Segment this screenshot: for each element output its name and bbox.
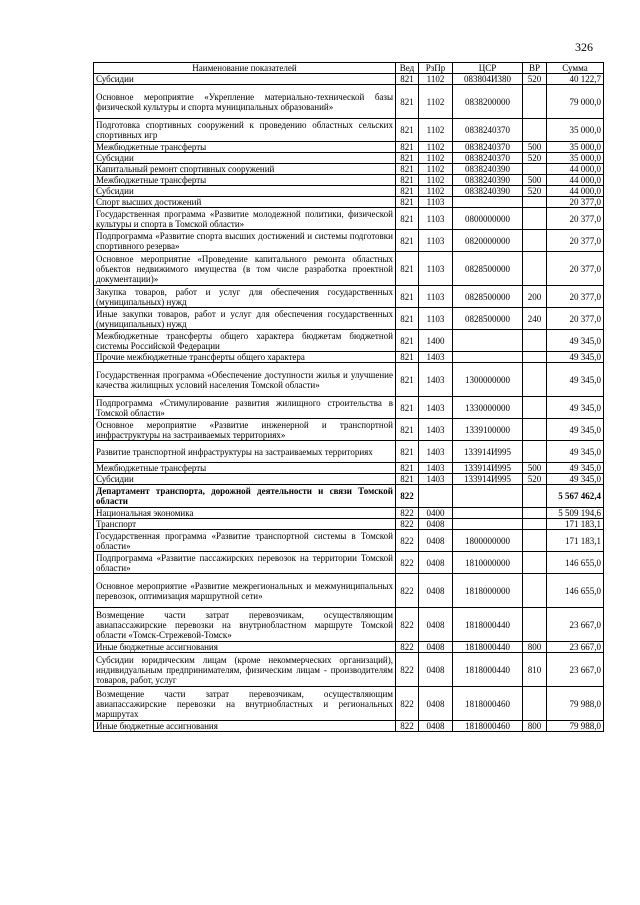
cell-sum: 40 122,7 [547,74,604,85]
cell-csr: 1810000000 [453,552,523,574]
cell-name: Подготовка спортивных сооружений к проведению областных сельских спортивных игр [94,119,396,142]
cell-vr [523,164,547,175]
cell-ved: 822 [396,687,419,721]
table-row [94,463,604,474]
table-row [94,653,604,687]
table-row [94,552,604,574]
cell-name: Субсидии [94,186,396,197]
cell-name: Департамент транспорта, дорожной деятельности и связи Томской области [94,485,396,508]
cell-ved: 822 [396,653,419,687]
table-row [94,474,604,485]
cell-csr [453,508,523,519]
cell-vr [523,519,547,530]
cell-vr [523,530,547,552]
cell-name: Государственная программа «Развитие транспортной системы в Томской области» [94,530,396,552]
table-row [94,74,604,85]
cell-name: Межбюджетные трансферты [94,175,396,186]
cell-name: Основное мероприятие «Развитие инженерной и транспортной инфраструктуры на застраиваемых территориях» [94,419,396,441]
cell-vr: 500 [523,175,547,186]
cell-name: Межбюджетные трансферты общего характера бюджетам бюджетной системы Российской Федерации [94,330,396,352]
table-row [94,164,604,175]
table-row [94,330,604,352]
cell-name: Основное мероприятие «Проведение капитального ремонта областных объектов недвижимого имущества (в том числе разработка проектной документации)» [94,252,396,286]
cell-ved: 821 [396,74,419,85]
cell-rzpr: 1400 [419,330,453,352]
cell-sum: 49 345,0 [547,363,604,397]
cell-csr: 0828500000 [453,286,523,308]
cell-vr [523,419,547,441]
cell-name: Иные бюджетные ассигнования [94,642,396,653]
cell-sum: 49 345,0 [547,441,604,463]
cell-sum: 44 000,0 [547,186,604,197]
cell-ved: 821 [396,153,419,164]
cell-vr [523,508,547,519]
cell-vr [523,687,547,721]
cell-name: Межбюджетные трансферты [94,463,396,474]
cell-csr [453,197,523,208]
cell-ved: 822 [396,642,419,653]
cell-name: Подпрограмма «Развитие пассажирских перевозок на территории Томской области» [94,552,396,574]
cell-sum: 20 377,0 [547,286,604,308]
cell-ved: 822 [396,519,419,530]
table-row [94,485,604,508]
cell-csr: 083804И380 [453,74,523,85]
cell-csr: 1339100000 [453,419,523,441]
cell-ved: 821 [396,286,419,308]
cell-sum: 23 667,0 [547,608,604,642]
cell-ved: 821 [396,474,419,485]
cell-sum: 171 183,1 [547,530,604,552]
cell-csr: 1330000000 [453,397,523,419]
table-row [94,441,604,463]
cell-sum: 20 377,0 [547,308,604,330]
cell-vr: 500 [523,463,547,474]
cell-csr: 0838240370 [453,142,523,153]
cell-sum: 5 567 462,4 [547,485,604,508]
cell-sum: 35 000,0 [547,142,604,153]
cell-sum: 5 509 194,6 [547,508,604,519]
cell-name: Спорт высших достижений [94,197,396,208]
cell-name: Капитальный ремонт спортивных сооружений [94,164,396,175]
cell-csr [453,485,523,508]
cell-name: Возмещение части затрат перевозчикам, осуществляющим авиапассажирские перевозки на внутриобластных и региональных маршрутах [94,687,396,721]
cell-sum: 146 655,0 [547,574,604,608]
cell-ved: 821 [396,142,419,153]
cell-name: Субсидии юридическим лицам (кроме некоммерческих организаций), индивидуальным предпринимателям, физическим лицам - производителям товаров, работ, услуг [94,653,396,687]
table-row [94,397,604,419]
cell-sum: 35 000,0 [547,153,604,164]
cell-csr: 1818000440 [453,642,523,653]
table-row [94,208,604,230]
cell-ved: 821 [396,175,419,186]
table-row [94,721,604,732]
cell-csr: 1818000440 [453,653,523,687]
cell-sum: 49 345,0 [547,397,604,419]
cell-ved: 821 [396,119,419,142]
cell-ved: 822 [396,552,419,574]
cell-csr: 1300000000 [453,363,523,397]
table-row [94,153,604,164]
cell-vr: 500 [523,142,547,153]
table-row [94,687,604,721]
cell-vr [523,230,547,252]
cell-vr: 800 [523,721,547,732]
cell-rzpr: 1102 [419,119,453,142]
header-rzpr: РзПр [419,63,453,74]
cell-ved: 821 [396,363,419,397]
cell-rzpr: 0408 [419,687,453,721]
cell-name: Развитие транспортной инфраструктуры на застраиваемых территориях [94,441,396,463]
cell-rzpr: 1102 [419,153,453,164]
table-row [94,363,604,397]
cell-ved: 821 [396,441,419,463]
cell-csr: 133914И995 [453,441,523,463]
cell-rzpr: 0408 [419,552,453,574]
cell-vr: 520 [523,474,547,485]
header-csr: ЦСР [453,63,523,74]
table-row [94,119,604,142]
cell-csr: 1800000000 [453,530,523,552]
header-name: Наименование показателей [94,63,396,74]
cell-name: Государственная программа «Развитие молодежной политики, физической культуры и спорта в Томской области» [94,208,396,230]
cell-name: Субсидии [94,74,396,85]
cell-rzpr [419,485,453,508]
cell-vr: 520 [523,186,547,197]
cell-csr: 0820000000 [453,230,523,252]
cell-rzpr: 1403 [419,419,453,441]
cell-rzpr: 1103 [419,308,453,330]
cell-ved: 821 [396,419,419,441]
cell-vr: 200 [523,286,547,308]
cell-vr [523,119,547,142]
cell-ved: 822 [396,608,419,642]
cell-name: Межбюджетные трансферты [94,142,396,153]
cell-rzpr: 1103 [419,286,453,308]
cell-rzpr: 1103 [419,252,453,286]
cell-name: Государственная программа «Обеспечение доступности жилья и улучшение качества жилищных условий населения Томской области» [94,363,396,397]
cell-vr [523,574,547,608]
cell-ved: 821 [396,252,419,286]
cell-name: Основное мероприятие «Укрепление материально-технической базы физической культуры и спорта муниципальных образований» [94,85,396,119]
cell-ved: 821 [396,352,419,363]
cell-ved: 822 [396,508,419,519]
table-row [94,197,604,208]
cell-rzpr: 1102 [419,85,453,119]
budget-table [93,62,604,732]
cell-ved: 821 [396,330,419,352]
cell-name: Основное мероприятие «Развитие межрегиональных и межмуниципальных перевозок, оптимизация маршрутной сети» [94,574,396,608]
cell-rzpr: 1102 [419,142,453,153]
cell-rzpr: 0408 [419,653,453,687]
cell-name: Транспорт [94,519,396,530]
cell-vr [523,441,547,463]
cell-sum: 49 345,0 [547,474,604,485]
cell-rzpr: 1403 [419,352,453,363]
table-row [94,186,604,197]
cell-rzpr: 0408 [419,642,453,653]
cell-vr: 240 [523,308,547,330]
cell-vr: 520 [523,153,547,164]
cell-sum: 49 345,0 [547,463,604,474]
cell-rzpr: 1102 [419,175,453,186]
cell-ved: 822 [396,485,419,508]
cell-vr: 810 [523,653,547,687]
table-row [94,142,604,153]
cell-sum: 35 000,0 [547,119,604,142]
header-ved: Вед [396,63,419,74]
table-header-row [94,63,604,74]
cell-name: Закупка товаров, работ и услуг для обеспечения государственных (муниципальных) нужд [94,286,396,308]
cell-csr: 133914И995 [453,463,523,474]
cell-sum: 44 000,0 [547,164,604,175]
cell-csr: 0838240390 [453,175,523,186]
cell-vr [523,352,547,363]
cell-name: Иные закупки товаров, работ и услуг для обеспечения государственных (муниципальных) нужд [94,308,396,330]
cell-sum: 23 667,0 [547,653,604,687]
cell-rzpr: 1103 [419,230,453,252]
table-row [94,352,604,363]
cell-rzpr: 1103 [419,197,453,208]
cell-ved: 821 [396,230,419,252]
cell-csr: 0828500000 [453,252,523,286]
cell-rzpr: 0408 [419,530,453,552]
cell-sum: 20 377,0 [547,230,604,252]
table-row [94,85,604,119]
cell-name: Иные бюджетные ассигнования [94,721,396,732]
cell-csr: 1818000460 [453,721,523,732]
cell-sum: 79 000,0 [547,85,604,119]
cell-ved: 821 [396,463,419,474]
table-row [94,608,604,642]
cell-vr [523,397,547,419]
cell-csr: 0828500000 [453,308,523,330]
cell-name: Подпрограмма «Развитие спорта высших достижений и системы подготовки спортивного резерва» [94,230,396,252]
table-row [94,530,604,552]
cell-name: Национальная экономика [94,508,396,519]
table-row [94,308,604,330]
cell-csr: 133914И995 [453,474,523,485]
cell-vr [523,252,547,286]
table-row [94,419,604,441]
cell-csr [453,352,523,363]
cell-sum: 44 000,0 [547,175,604,186]
table-row [94,642,604,653]
cell-csr: 0838240390 [453,164,523,175]
cell-rzpr: 1102 [419,74,453,85]
cell-rzpr: 0408 [419,574,453,608]
cell-rzpr: 1403 [419,441,453,463]
cell-sum: 49 345,0 [547,330,604,352]
cell-vr [523,208,547,230]
cell-ved: 821 [396,308,419,330]
cell-name: Возмещение части затрат перевозчикам, осуществляющим авиапассажирские перевозки на внутриобластном маршруте Томской области «Томск-Стрежевой-Томск» [94,608,396,642]
cell-vr [523,85,547,119]
cell-vr [523,330,547,352]
cell-csr: 0838240390 [453,186,523,197]
cell-csr: 0838240370 [453,153,523,164]
cell-name: Субсидии [94,474,396,485]
table-row [94,230,604,252]
cell-ved: 822 [396,721,419,732]
cell-vr: 800 [523,642,547,653]
cell-csr [453,519,523,530]
cell-sum: 49 345,0 [547,352,604,363]
cell-vr [523,552,547,574]
cell-rzpr: 1403 [419,474,453,485]
cell-sum: 20 377,0 [547,252,604,286]
cell-sum: 49 345,0 [547,419,604,441]
cell-name: Подпрограмма «Стимулирование развития жилищного строительства в Томской области» [94,397,396,419]
cell-ved: 821 [396,164,419,175]
cell-sum: 79 988,0 [547,721,604,732]
cell-rzpr: 0408 [419,721,453,732]
cell-csr: 0838200000 [453,85,523,119]
cell-csr: 0838240370 [453,119,523,142]
cell-rzpr: 0408 [419,608,453,642]
cell-rzpr: 1102 [419,186,453,197]
cell-csr: 1818000460 [453,687,523,721]
table-row [94,574,604,608]
header-vr: ВР [523,63,547,74]
cell-rzpr: 0400 [419,508,453,519]
cell-ved: 821 [396,85,419,119]
cell-rzpr: 0408 [419,519,453,530]
cell-vr: 520 [523,74,547,85]
table-row [94,508,604,519]
cell-rzpr: 1102 [419,164,453,175]
cell-sum: 20 377,0 [547,208,604,230]
cell-name: Субсидии [94,153,396,164]
table-row [94,519,604,530]
cell-ved: 822 [396,530,419,552]
cell-csr: 0800000000 [453,208,523,230]
cell-rzpr: 1103 [419,208,453,230]
cell-sum: 146 655,0 [547,552,604,574]
table-row [94,252,604,286]
cell-vr [523,363,547,397]
cell-rzpr: 1403 [419,397,453,419]
cell-ved: 821 [396,397,419,419]
cell-name: Прочие межбюджетные трансферты общего характера [94,352,396,363]
cell-sum: 171 183,1 [547,519,604,530]
cell-sum: 79 988,0 [547,687,604,721]
cell-ved: 822 [396,574,419,608]
cell-sum: 20 377,0 [547,197,604,208]
cell-vr [523,485,547,508]
table-row [94,175,604,186]
page-number: 326 [575,40,593,54]
cell-ved: 821 [396,208,419,230]
cell-ved: 821 [396,197,419,208]
cell-csr: 1818000000 [453,574,523,608]
table-row [94,286,604,308]
cell-ved: 821 [396,186,419,197]
cell-vr [523,197,547,208]
cell-sum: 23 667,0 [547,642,604,653]
cell-rzpr: 1403 [419,363,453,397]
cell-csr [453,330,523,352]
cell-csr: 1818000440 [453,608,523,642]
header-sum: Сумма [547,63,604,74]
cell-vr [523,608,547,642]
cell-rzpr: 1403 [419,463,453,474]
